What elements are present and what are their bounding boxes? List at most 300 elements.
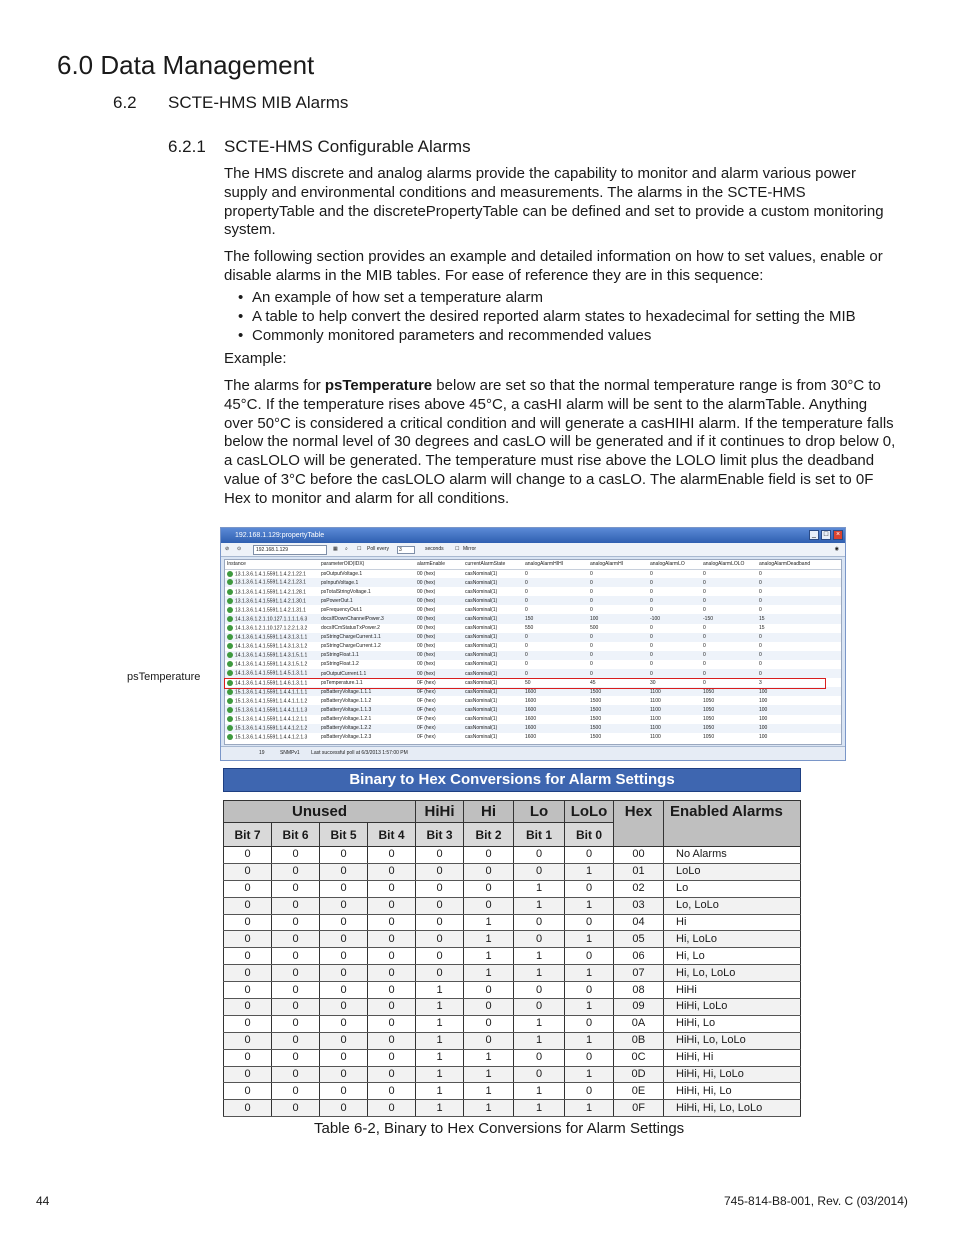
- grid-cell: 0: [759, 606, 762, 613]
- bit-cell: 1: [464, 1066, 514, 1083]
- grid-cell: 1050: [703, 697, 715, 704]
- grid-cell: 1600: [523, 724, 588, 733]
- grid-cell: [225, 715, 319, 724]
- bit-cell: 0: [320, 948, 368, 965]
- grid-cell: [225, 624, 319, 633]
- grid-cell: 0: [759, 643, 762, 650]
- stop-icon[interactable]: ⊘: [225, 546, 230, 552]
- bit-cell: 0: [368, 1032, 416, 1049]
- grid-row[interactable]: [225, 633, 841, 642]
- status-dot-icon: [227, 734, 233, 740]
- grid-cell: 550: [525, 625, 534, 632]
- bit-cell: 0: [565, 982, 614, 999]
- grid-cell: 0: [523, 596, 588, 605]
- bit-cell: 0: [272, 1083, 320, 1100]
- grid-cell: 0: [523, 578, 588, 587]
- hex-cell: 04: [614, 914, 664, 931]
- status-dot-icon: [227, 698, 233, 704]
- grid-column-header[interactable]: alarmEnable: [415, 560, 463, 569]
- grid-cell: 1500: [590, 697, 602, 704]
- column-hex: Hex: [614, 801, 664, 847]
- table-row: [224, 863, 801, 880]
- grid-cell: 0: [650, 661, 653, 668]
- hex-cell: 06: [614, 948, 664, 965]
- bit-cell: 0: [272, 847, 320, 864]
- grid-cell: [225, 633, 319, 642]
- grid-cell: 0: [588, 578, 648, 587]
- grid-cell: 0: [523, 633, 588, 642]
- table-row: [224, 880, 801, 897]
- grid-cell: 0: [650, 570, 653, 577]
- grid-cell: casNominal(1): [465, 679, 498, 686]
- grid-cell: [225, 605, 319, 614]
- grid-cell: 0: [650, 625, 653, 632]
- hex-cell: 02: [614, 880, 664, 897]
- table-row: [224, 1100, 801, 1117]
- bit-cell: 0: [565, 1015, 614, 1032]
- window-controls: [809, 530, 843, 540]
- bit-cell: 0: [272, 999, 320, 1016]
- bit-cell: 1: [565, 897, 614, 914]
- grid-cell: 30: [650, 679, 656, 686]
- grid-cell: 0: [703, 570, 706, 577]
- grid-row[interactable]: [225, 569, 841, 578]
- bit-cell: 0: [224, 965, 272, 982]
- table-row: [224, 948, 801, 965]
- hex-cell: 0F: [614, 1100, 664, 1117]
- grid-cell-text: 15.1.3.6.1.4.1.5591.1.4.4.1.1.1.3: [235, 707, 308, 714]
- status-dot-icon: [227, 643, 233, 649]
- bit-cell: 0: [565, 1049, 614, 1066]
- bit-cell: 0: [416, 897, 464, 914]
- grid-cell: [225, 578, 319, 587]
- grid-cell: 0: [703, 588, 706, 595]
- bit-cell: 1: [514, 1100, 565, 1117]
- bit-cell: 1: [416, 999, 464, 1016]
- grid-cell-text: 14.1.3.6.1.2.1.10.127.1.1.1.1.6.3: [235, 616, 308, 623]
- grid-cell: 0: [757, 651, 841, 660]
- grid-cell: 00 (hex): [415, 578, 463, 587]
- bit-cell: 1: [565, 999, 614, 1016]
- bit-cell: 0: [464, 982, 514, 999]
- grid-row[interactable]: [225, 651, 841, 660]
- table-row: [224, 982, 801, 999]
- grid-column-header[interactable]: analogAlarmHIHI: [523, 560, 588, 569]
- bit-cell: 0: [224, 1032, 272, 1049]
- example-paragraph: [224, 377, 896, 509]
- grid-cell: 500: [590, 625, 599, 632]
- grid-cell: 0: [703, 606, 706, 613]
- poll-interval-input[interactable]: 3: [397, 546, 415, 554]
- grid-cell: psInputVoltage.1: [319, 578, 415, 587]
- grid-cell: 0: [757, 633, 841, 642]
- bit-cell: 0: [320, 1032, 368, 1049]
- bit-cell: 0: [368, 931, 416, 948]
- bit-cell: 0: [368, 1083, 416, 1100]
- grid-cell: casNominal(1): [465, 697, 498, 704]
- enabled-alarms-cell: HiHi, Hi, Lo, LoLo: [664, 1100, 801, 1117]
- grid-cell: 0: [757, 578, 841, 587]
- grid-cell: 0F (hex): [417, 716, 436, 723]
- grid-cell: [225, 696, 319, 705]
- status-dot-icon: [227, 616, 233, 622]
- grid-cell: 00 (hex): [415, 614, 463, 623]
- grid-column-header[interactable]: currentAlarmState: [463, 560, 523, 569]
- bit-header: Bit 7: [224, 823, 272, 847]
- page-title: 6.0 Data Management: [57, 50, 315, 80]
- property-grid: [224, 559, 842, 745]
- grid-cell: 1050: [701, 724, 757, 733]
- table-row: [224, 1066, 801, 1083]
- hex-cell: 08: [614, 982, 664, 999]
- grid-cell: 0: [590, 643, 593, 650]
- grid-cell-text: 14.1.3.6.1.4.1.5591.1.4.3.1.3.1.2: [235, 643, 308, 650]
- bit-cell: 0: [514, 847, 565, 864]
- grid-cell: casNominal(1): [463, 669, 523, 678]
- bit-cell: 0: [368, 897, 416, 914]
- grid-cell: 0: [703, 625, 706, 632]
- grid-cell: casNominal(1): [465, 734, 498, 741]
- window-statusbar: [221, 746, 845, 760]
- grid-cell-text: 15.1.3.6.1.4.1.5591.1.4.4.1.2.1.1: [235, 716, 308, 723]
- grid-cell: [225, 651, 319, 660]
- bit-cell: 0: [320, 847, 368, 864]
- grid-cell: 0: [650, 588, 653, 595]
- grid-cell: 00 (hex): [417, 606, 436, 613]
- bit-cell: 0: [514, 931, 565, 948]
- example-prefix: The alarms for: [224, 377, 325, 394]
- bit-cell: 0: [224, 931, 272, 948]
- grid-cell: 0F (hex): [417, 679, 436, 686]
- grid-cell: psTotalStringVoltage.1: [321, 588, 371, 595]
- grid-column-header[interactable]: parameterOID(IDX): [319, 560, 415, 569]
- bit-cell: 0: [514, 999, 565, 1016]
- bit-cell: 0: [272, 1066, 320, 1083]
- bit-cell: 0: [272, 931, 320, 948]
- bit-header: Bit 3: [416, 823, 464, 847]
- list-item: • An example of how set a temperature alarm: [238, 288, 898, 307]
- grid-row[interactable]: [225, 669, 841, 678]
- property-table: [225, 560, 841, 742]
- poll-checkbox[interactable]: ☐: [357, 546, 362, 552]
- grid-cell-text: 15.1.3.6.1.4.1.5591.1.4.4.1.1.1.1: [235, 688, 308, 695]
- hex-cell: 03: [614, 897, 664, 914]
- grid-cell: casNominal(1): [463, 651, 523, 660]
- hex-cell: 0B: [614, 1032, 664, 1049]
- grid-cell: 100: [759, 734, 768, 741]
- bit-cell: 0: [464, 897, 514, 914]
- hex-cell: 00: [614, 847, 664, 864]
- grid-cell: 150: [523, 614, 588, 623]
- bit-header: Bit 6: [272, 823, 320, 847]
- hex-cell: 0D: [614, 1066, 664, 1083]
- status-dot-icon: [227, 571, 233, 577]
- enabled-alarms-cell: Lo: [664, 880, 801, 897]
- bit-cell: 0: [224, 914, 272, 931]
- bit-cell: 1: [565, 1066, 614, 1083]
- bit-cell: 1: [464, 914, 514, 931]
- grid-cell: 1050: [701, 687, 757, 696]
- grid-cell: 0: [648, 578, 701, 587]
- grid-cell: 100: [759, 716, 768, 723]
- grid-cell-text: 15.1.3.6.1.4.1.5591.1.4.4.1.2.1.3: [235, 734, 308, 741]
- grid-cell: 0: [759, 570, 762, 577]
- bit-cell: 0: [224, 1049, 272, 1066]
- page-number: 44: [36, 1194, 50, 1208]
- grid-cell: [225, 642, 319, 651]
- bit-header: Bit 4: [368, 823, 416, 847]
- grid-cell: 0: [701, 596, 757, 605]
- mirror-label: Mirror: [463, 546, 477, 552]
- table-row: [224, 897, 801, 914]
- grid-cell: 1500: [588, 705, 648, 714]
- grid-cell: 0F (hex): [415, 705, 463, 714]
- minimize-icon[interactable]: _: [809, 530, 819, 540]
- poll-label: Poll every: [367, 546, 389, 552]
- grid-cell: [225, 724, 319, 733]
- bit-cell: 0: [224, 880, 272, 897]
- grid-cell: 1100: [650, 734, 661, 741]
- ip-address-field[interactable]: 192.168.1.129: [253, 545, 327, 555]
- grid-cell: 1100: [650, 716, 661, 723]
- grid-cell-text: 13.1.3.6.1.4.1.5591.1.4.2.1.23.1: [235, 579, 306, 586]
- grid-cell-text: 14.1.3.6.1.4.1.5591.1.4.5.1.3.1.1: [235, 670, 308, 677]
- group-hi: Hi: [464, 801, 514, 823]
- grid-cell: 45: [590, 679, 596, 686]
- table-row: [224, 1083, 801, 1100]
- grid-cell: 0: [701, 651, 757, 660]
- grid-cell: 0: [588, 633, 648, 642]
- bit-cell: 0: [368, 982, 416, 999]
- bit-cell: 0: [416, 880, 464, 897]
- bit-cell: 0: [320, 1015, 368, 1032]
- grid-cell: 00 (hex): [417, 570, 436, 577]
- grid-cell: docsIfDownChannelPower.3: [319, 614, 415, 623]
- grid-cell: 0: [759, 588, 762, 595]
- bit-cell: 1: [514, 880, 565, 897]
- grid-cell: 0: [703, 643, 706, 650]
- bit-cell: 1: [416, 1049, 464, 1066]
- status-count: 19: [259, 750, 265, 756]
- enabled-alarms-cell: Hi, Lo, LoLo: [664, 965, 801, 982]
- grid-cell: 0: [523, 651, 588, 660]
- grid-row[interactable]: [225, 724, 841, 733]
- grid-cell: psBatteryVoltage.1.1.1: [319, 687, 415, 696]
- grid-row[interactable]: [225, 596, 841, 605]
- bit-cell: 0: [320, 863, 368, 880]
- grid-cell: 0: [757, 669, 841, 678]
- grid-cell: 00 (hex): [415, 651, 463, 660]
- status-dot-icon: [227, 716, 233, 722]
- grid-row[interactable]: [225, 605, 841, 614]
- grid-column-header[interactable]: analogAlarmDeadband: [757, 560, 841, 569]
- bit-cell: 0: [320, 999, 368, 1016]
- grid-cell: 15: [757, 614, 841, 623]
- grid-cell: 1100: [648, 705, 701, 714]
- grid-cell: casNominal(1): [465, 625, 498, 632]
- bit-cell: 0: [320, 880, 368, 897]
- bit-cell: 1: [514, 1032, 565, 1049]
- grid-cell: casNominal(1): [463, 614, 523, 623]
- bit-cell: 0: [320, 914, 368, 931]
- status-protocol: SNMPv1: [279, 750, 300, 756]
- grid-cell: 0: [650, 606, 653, 613]
- bit-cell: 0: [464, 880, 514, 897]
- grid-cell: 0: [703, 661, 706, 668]
- grid-cell: casNominal(1): [465, 588, 498, 595]
- bit-cell: 0: [368, 847, 416, 864]
- column-enabled-alarms: Enabled Alarms: [664, 801, 801, 847]
- grid-column-header[interactable]: analogAlarmLO: [648, 560, 701, 569]
- conversion-table-title: Binary to Hex Conversions for Alarm Settings: [223, 768, 801, 792]
- hex-cell: 05: [614, 931, 664, 948]
- maximize-icon[interactable]: □: [821, 530, 831, 540]
- bit-cell: 0: [224, 847, 272, 864]
- bit-cell: 0: [368, 1049, 416, 1066]
- grid-cell-text: 14.1.3.6.1.4.1.5591.1.4.3.1.5.1.2: [235, 661, 308, 668]
- bit-cell: 0: [565, 914, 614, 931]
- status-dot-icon: [227, 598, 233, 604]
- hex-cell: 07: [614, 965, 664, 982]
- grid-cell: 1600: [523, 705, 588, 714]
- bit-cell: 0: [416, 948, 464, 965]
- grid-cell: 0: [525, 570, 528, 577]
- grid-row[interactable]: [225, 696, 841, 705]
- bit-cell: 0: [514, 863, 565, 880]
- subsection-title: SCTE-HMS Configurable Alarms: [224, 137, 471, 156]
- grid-cell: 0F (hex): [417, 734, 436, 741]
- grid-cell: 0: [523, 669, 588, 678]
- bit-cell: 0: [368, 1100, 416, 1117]
- grid-cell: psStringFloat.1.1: [319, 651, 415, 660]
- bit-cell: 1: [464, 931, 514, 948]
- grid-cell: 0: [525, 606, 528, 613]
- grid-cell: 0: [590, 570, 593, 577]
- grid-cell: [225, 705, 319, 714]
- bit-cell: 0: [272, 880, 320, 897]
- intro-paragraph: The HMS discrete and analog alarms provide the capability to monitor and alarm various power supply and environmental conditions and measurements. The alarms in the SCTE-HMS propertyTable and the discretePropertyTable can be defined and set to provide a custom monitoring system.: [224, 165, 884, 239]
- list-item: • A table to help convert the desired reported alarm states to hexadecimal for setting the MIB: [238, 307, 898, 326]
- grid-cell: 100: [757, 724, 841, 733]
- status-dot-icon: [227, 625, 233, 631]
- grid-cell: 0: [757, 596, 841, 605]
- grid-cell: psBatteryVoltage.1.2.2: [319, 724, 415, 733]
- grid-column-header[interactable]: analogAlarmLOLO: [701, 560, 757, 569]
- grid-cell: casNominal(1): [463, 687, 523, 696]
- bit-cell: 0: [368, 880, 416, 897]
- grid-cell-text: 13.1.3.6.1.4.1.5591.1.4.2.1.22.1: [235, 570, 306, 577]
- group-hihi: HiHi: [416, 801, 464, 823]
- table-row: [224, 847, 801, 864]
- grid-column-header[interactable]: Instance: [225, 560, 319, 569]
- grid-cell: 0: [759, 661, 762, 668]
- bit-cell: 0: [416, 863, 464, 880]
- bit-cell: 1: [464, 965, 514, 982]
- subsection-heading: [168, 137, 471, 157]
- enabled-alarms-cell: HiHi, Lo: [664, 1015, 801, 1032]
- window-toolbar: [221, 543, 845, 557]
- mirror-checkbox[interactable]: ☐: [455, 546, 460, 552]
- bit-cell: 0: [320, 931, 368, 948]
- bit-cell: 0: [272, 1049, 320, 1066]
- bit-cell: 1: [565, 931, 614, 948]
- table-icon[interactable]: ▦: [333, 546, 338, 552]
- grid-cell: 0: [588, 596, 648, 605]
- hex-cell: 0E: [614, 1083, 664, 1100]
- bit-cell: 0: [368, 914, 416, 931]
- close-icon[interactable]: ×: [833, 530, 843, 540]
- example-bold-term: psTemperature: [324, 377, 433, 394]
- bit-cell: 0: [464, 1032, 514, 1049]
- grid-row[interactable]: [225, 578, 841, 587]
- grid-cell: 0: [648, 651, 701, 660]
- bit-header: Bit 2: [464, 823, 514, 847]
- conversion-table: [223, 800, 801, 1117]
- bit-cell: 0: [565, 847, 614, 864]
- enabled-alarms-cell: Hi: [664, 914, 801, 931]
- grid-cell: casNominal(1): [465, 716, 498, 723]
- status-dot-icon: [227, 707, 233, 713]
- bit-cell: 1: [416, 1015, 464, 1032]
- grid-cell: 1050: [703, 734, 715, 741]
- grid-cell: 100: [588, 614, 648, 623]
- bit-cell: 1: [514, 948, 565, 965]
- grid-row[interactable]: [225, 715, 841, 724]
- highlight-box: [224, 678, 826, 689]
- bit-cell: 0: [514, 1049, 565, 1066]
- grid-row[interactable]: [225, 660, 841, 669]
- grid-cell: 0: [650, 643, 653, 650]
- bit-cell: 0: [368, 999, 416, 1016]
- grid-row[interactable]: [225, 642, 841, 651]
- grid-row[interactable]: [225, 614, 841, 623]
- grid-column-header[interactable]: analogAlarmHI: [588, 560, 648, 569]
- bit-cell: 0: [368, 948, 416, 965]
- grid-cell: 1050: [703, 716, 715, 723]
- grid-row[interactable]: [225, 705, 841, 714]
- refresh-icon[interactable]: ⊙: [237, 546, 242, 552]
- bit-cell: 0: [272, 948, 320, 965]
- status-dot-icon: [227, 661, 233, 667]
- enabled-alarms-cell: HiHi: [664, 982, 801, 999]
- bit-cell: 0: [320, 982, 368, 999]
- search-icon[interactable]: ⌕: [345, 546, 348, 552]
- window-title: 192.168.1.129:propertyTable: [235, 532, 325, 539]
- status-dot-icon: [227, 634, 233, 640]
- grid-row[interactable]: [225, 733, 841, 742]
- enabled-alarms-cell: HiHi, Lo, LoLo: [664, 1032, 801, 1049]
- grid-cell-text: 14.1.3.6.1.4.1.5591.1.4.6.1.3.1.1: [235, 679, 308, 686]
- document-number: 745-814-B8-001, Rev. C (03/2014): [724, 1194, 908, 1208]
- bit-cell: 1: [565, 965, 614, 982]
- grid-row[interactable]: [225, 587, 841, 596]
- bit-cell: 0: [514, 914, 565, 931]
- grid-cell: 0F (hex): [415, 687, 463, 696]
- grid-cell: 1600: [525, 716, 537, 723]
- bit-cell: 0: [464, 999, 514, 1016]
- grid-cell: psBatteryVoltage.1.1.3: [319, 705, 415, 714]
- grid-row[interactable]: [225, 624, 841, 633]
- table-row: [224, 965, 801, 982]
- status-dot-icon: [227, 589, 233, 595]
- grid-cell: 100: [759, 697, 768, 704]
- grid-cell: 100: [757, 687, 841, 696]
- grid-cell: 00 (hex): [415, 669, 463, 678]
- bit-cell: 0: [565, 880, 614, 897]
- grid-cell: casNominal(1): [463, 578, 523, 587]
- bit-cell: 1: [416, 1032, 464, 1049]
- grid-cell-text: 14.1.3.6.1.4.1.5591.1.4.3.1.5.1.1: [235, 652, 308, 659]
